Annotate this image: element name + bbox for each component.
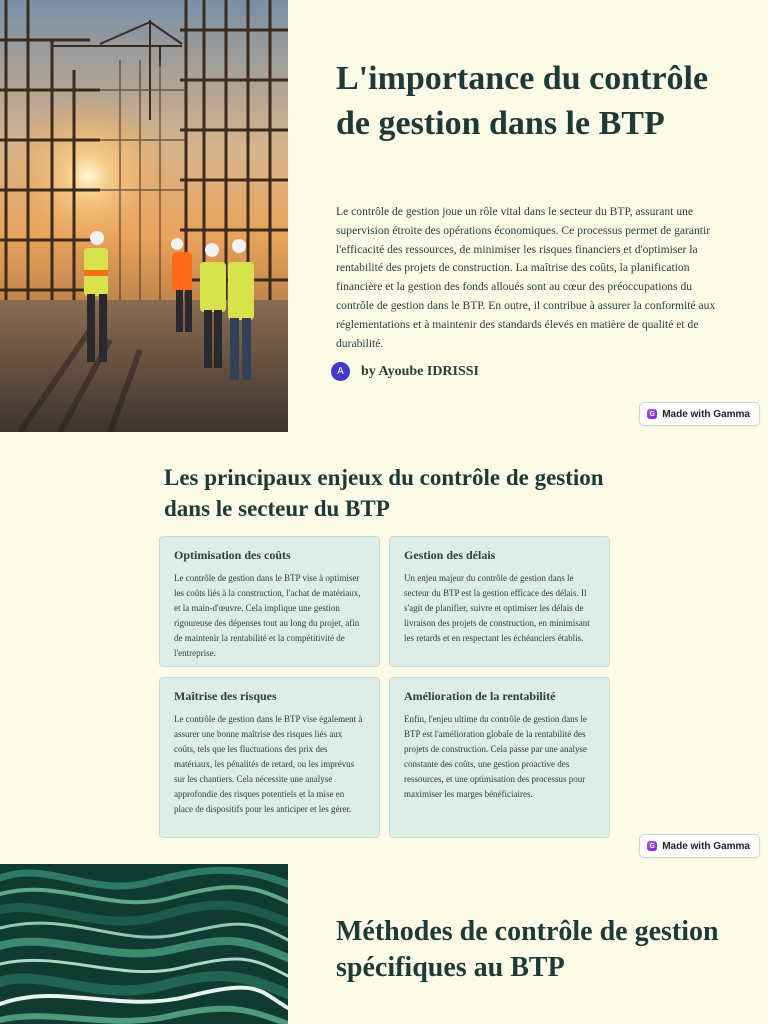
gamma-logo-icon: G	[647, 409, 657, 419]
slide-methodes	[0, 864, 768, 1024]
card-heading: Optimisation des coûts	[174, 548, 291, 562]
card-heading: Amélioration de la rentabilité	[404, 689, 556, 703]
page-title: L'importance du contrôle de gestion dans le BTP	[336, 60, 709, 142]
card-body: Un enjeu majeur du contrôle de gestion dans le secteur du BTP est la gestion efficace des délais. Il s'agit de planifier, suivre et optimiser les délais de livraison des projets de construction, en minimisant les retards et en respectant les échéanciers établis.	[404, 573, 590, 643]
author-name: by Ayoube IDRISSI	[361, 363, 480, 379]
avatar: A	[331, 362, 350, 381]
author-byline	[331, 362, 479, 381]
made-with-gamma-badge[interactable]	[639, 834, 760, 858]
badge-label: Made with Gamma	[662, 408, 750, 420]
card-heading: Gestion des délais	[404, 548, 496, 562]
construction-site-image	[0, 0, 288, 432]
card-optimisation-couts	[159, 536, 380, 667]
section-title: Les principaux enjeux du contrôle de gestion dans le secteur du BTP	[164, 465, 604, 521]
card-body: Enfin, l'enjeu ultime du contrôle de gestion dans le BTP est l'amélioration globale de la rentabilité des projets de construction. Cela passe par une analyse constante des coûts, une gestion proactive des ressources, et une optimisation des processus pour maximiser les marges bénéficiaires.	[404, 714, 587, 799]
gamma-logo-icon: G	[647, 841, 657, 851]
intro-paragraph: Le contrôle de gestion joue un rôle vital dans le secteur du BTP, assurant une supervision étroite des opérations économiques. Ce processus permet de garantir l'efficacité des ressources, de minimiser les risques financiers et d'optimiser la rentabilité des projets de construction. La maîtrise des coûts, la planification financière et la gestion des fonds alloués sont au cœur des préoccupations du contrôle de gestion dans le BTP. En outre, il contribue à assurer la conformité aux réglementations et à maintenir des standards élevés en matière de qualité et de durabilité.	[336, 205, 716, 350]
card-amelioration-rentabilite	[389, 677, 610, 838]
green-waves-image	[0, 864, 288, 1024]
card-maitrise-risques	[159, 677, 380, 838]
card-body: Le contrôle de gestion dans le BTP vise à optimiser les coûts liés à la construction, l'achat de matériaux, et la main-d'œuvre. Cela implique une gestion rigoureuse des dépenses tout au long du projet, afin de maintenir la rentabilité et la compétitivité de l'entreprise.	[174, 573, 361, 658]
card-heading: Maîtrise des risques	[174, 689, 277, 703]
made-with-gamma-badge[interactable]	[639, 402, 760, 426]
card-body: Le contrôle de gestion dans le BTP vise également à assurer une bonne maîtrise des risques liés aux coûts, tels que les fluctuations des prix des matériaux, les pénalités de retard, ou les imprévus sur les chantiers. Cela nécessite une analyse approfondie des risques potentiels et la mise en place de dispositifs pour les anticiper et les gérer.	[174, 714, 363, 814]
slide-intro	[0, 0, 768, 432]
section-title: Méthodes de contrôle de gestion spécifiques au BTP	[336, 916, 719, 983]
slide-enjeux	[0, 432, 768, 864]
card-gestion-delais	[389, 536, 610, 667]
badge-label: Made with Gamma	[662, 840, 750, 852]
